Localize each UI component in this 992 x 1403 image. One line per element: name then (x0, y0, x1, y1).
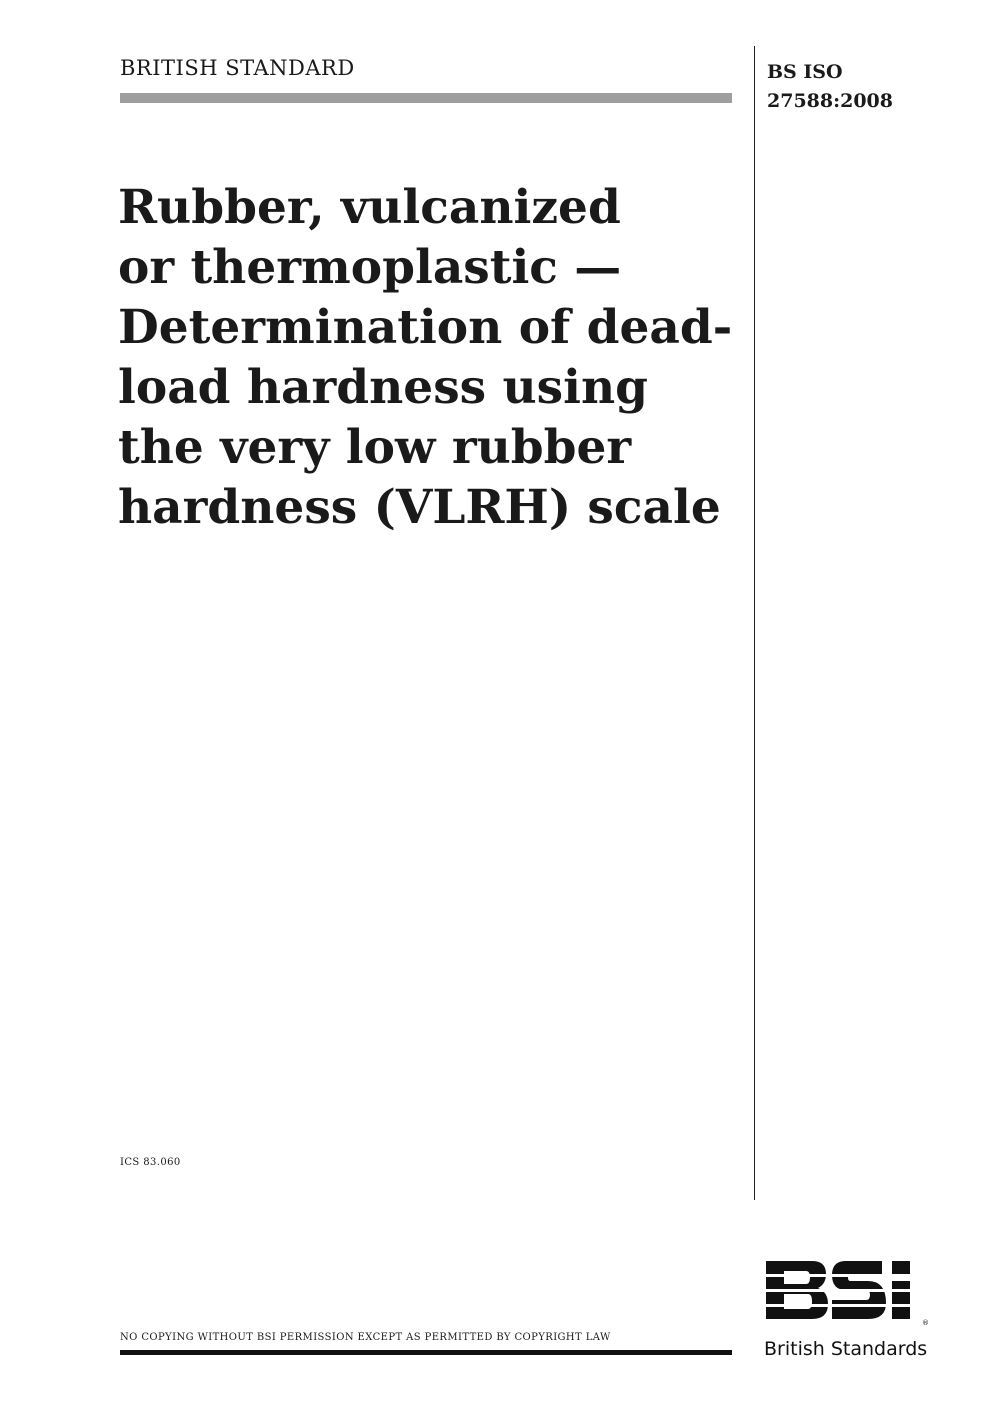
title-line: load hardness using (118, 360, 649, 415)
title-line: hardness (VLRH) scale (118, 480, 721, 535)
document-number (767, 58, 893, 116)
standard-type-label: BRITISH STANDARD (120, 56, 355, 80)
title-line: the very low rubber (118, 420, 632, 475)
document-number-line1: BS ISO (767, 61, 843, 83)
ics-code: ICS 83.060 (120, 1157, 181, 1168)
title-line: Determination of dead- (118, 300, 733, 355)
document-number-line2: 27588:2008 (767, 90, 893, 112)
registered-mark: ® (922, 1319, 929, 1327)
bsi-logo-subtitle: British Standards (764, 1338, 928, 1360)
document-title (118, 178, 738, 538)
title-line: or thermoplastic — (118, 240, 622, 295)
footer-rule (120, 1350, 732, 1355)
header-rule (120, 93, 732, 103)
copyright-notice: NO COPYING WITHOUT BSI PERMISSION EXCEPT AS PERMITTED BY COPYRIGHT LAW (120, 1332, 611, 1343)
title-line: Rubber, vulcanized (118, 180, 621, 235)
vertical-divider (754, 46, 755, 1200)
